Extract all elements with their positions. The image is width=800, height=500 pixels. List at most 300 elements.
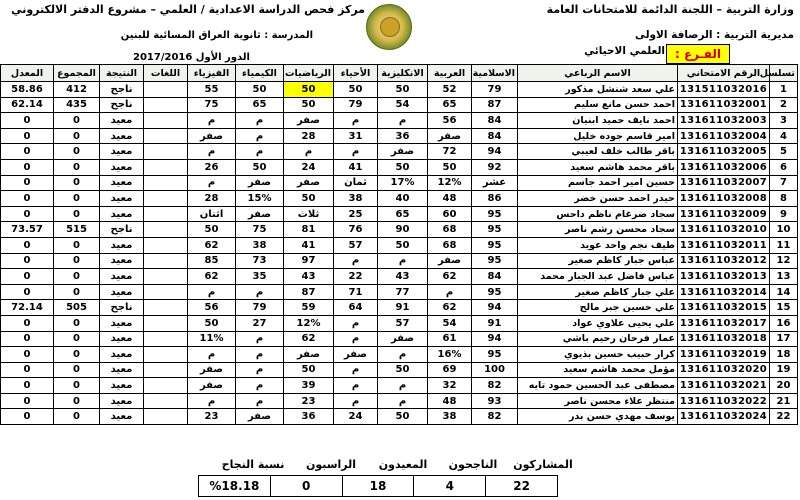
languages-cell bbox=[144, 284, 188, 300]
result-cell: معيد bbox=[100, 128, 144, 144]
arabic-cell: 60 bbox=[428, 206, 472, 222]
arabic-cell: 32 bbox=[428, 378, 472, 394]
math-cell: 81 bbox=[284, 222, 334, 238]
average-cell: 0 bbox=[1, 409, 54, 425]
school-name: المدرسة : ثانوية العراق المسائية للبنين bbox=[120, 30, 313, 41]
table-row bbox=[1, 315, 798, 331]
english-cell: صفر bbox=[378, 331, 428, 347]
summary-value: 0 bbox=[270, 476, 342, 497]
result-cell: معيد bbox=[100, 175, 144, 191]
result-cell: معيد bbox=[100, 159, 144, 175]
result-cell: معيد bbox=[100, 191, 144, 207]
biology-cell: م bbox=[334, 362, 378, 378]
seq-cell: 3 bbox=[770, 113, 798, 129]
average-cell: 0 bbox=[1, 331, 54, 347]
arabic-cell: 72 bbox=[428, 144, 472, 160]
exam-number-cell: 131611032024 bbox=[678, 409, 770, 425]
average-cell: 0 bbox=[1, 315, 54, 331]
ministry-seal-icon bbox=[366, 4, 412, 50]
total-cell: 0 bbox=[54, 331, 100, 347]
chemistry-cell: 15% bbox=[236, 191, 284, 207]
chemistry-cell: م bbox=[236, 128, 284, 144]
exam-number-cell: 131611032018 bbox=[678, 331, 770, 347]
results-body bbox=[1, 82, 798, 425]
islamic-cell: 79 bbox=[472, 82, 518, 98]
physics-cell: 62 bbox=[188, 237, 236, 253]
arabic-cell: 48 bbox=[428, 191, 472, 207]
languages-cell bbox=[144, 393, 188, 409]
arabic-cell: 56 bbox=[428, 113, 472, 129]
physics-cell: 62 bbox=[188, 269, 236, 285]
islamic-cell: 94 bbox=[472, 331, 518, 347]
chemistry-cell: م bbox=[236, 393, 284, 409]
english-cell: 57 bbox=[378, 315, 428, 331]
exam-number-cell: 131611032021 bbox=[678, 378, 770, 394]
math-cell: 43 bbox=[284, 269, 334, 285]
result-cell: معيد bbox=[100, 315, 144, 331]
english-cell: صفر bbox=[378, 144, 428, 160]
math-cell: صفر bbox=[284, 175, 334, 191]
seq-cell: 1 bbox=[770, 82, 798, 98]
islamic-cell: 95 bbox=[472, 206, 518, 222]
math-cell: 50 bbox=[284, 97, 334, 113]
english-cell: م bbox=[378, 113, 428, 129]
arabic-cell: 12% bbox=[428, 175, 472, 191]
math-cell: 28 bbox=[284, 128, 334, 144]
islamic-cell: 95 bbox=[472, 222, 518, 238]
student-name-cell: علي حسين جبر مالح bbox=[518, 300, 678, 316]
languages-cell bbox=[144, 300, 188, 316]
math-cell: 87 bbox=[284, 284, 334, 300]
chemistry-cell: م bbox=[236, 362, 284, 378]
biology-cell: م bbox=[334, 331, 378, 347]
result-cell: ناجح bbox=[100, 300, 144, 316]
student-name-cell: احمد حسن مانع سليم bbox=[518, 97, 678, 113]
student-name-cell: باقر محمد هاشم سعيد bbox=[518, 159, 678, 175]
average-cell: 0 bbox=[1, 128, 54, 144]
total-cell: 515 bbox=[54, 222, 100, 238]
math-cell: 39 bbox=[284, 378, 334, 394]
seq-cell: 9 bbox=[770, 206, 798, 222]
physics-cell: صفر bbox=[188, 362, 236, 378]
math-cell: 50 bbox=[284, 191, 334, 207]
math-cell: 12% bbox=[284, 315, 334, 331]
physics-cell: 85 bbox=[188, 253, 236, 269]
physics-cell: 55 bbox=[188, 82, 236, 98]
arabic-cell: 50 bbox=[428, 159, 472, 175]
average-cell: 0 bbox=[1, 269, 54, 285]
exam-number-cell: 131611032020 bbox=[678, 362, 770, 378]
islamic-cell: 94 bbox=[472, 144, 518, 160]
results-table bbox=[0, 64, 798, 425]
english-cell: 50 bbox=[378, 237, 428, 253]
student-name-cell: كرار حبيب حسين بذيوي bbox=[518, 347, 678, 363]
chemistry-cell: م bbox=[236, 378, 284, 394]
summary-label: الراسبون bbox=[305, 458, 357, 471]
seq-cell: 10 bbox=[770, 222, 798, 238]
seq-cell: 20 bbox=[770, 378, 798, 394]
average-cell: 0 bbox=[1, 144, 54, 160]
student-name-cell: سجاد ضرغام ناظم داحس bbox=[518, 206, 678, 222]
branch-value: العلمي الاحيائي bbox=[584, 45, 665, 57]
physics-cell: 56 bbox=[188, 300, 236, 316]
exam-number-cell: 131611032022 bbox=[678, 393, 770, 409]
average-cell: 0 bbox=[1, 378, 54, 394]
islamic-cell: 84 bbox=[472, 128, 518, 144]
total-cell: 0 bbox=[54, 284, 100, 300]
biology-cell: م bbox=[334, 378, 378, 394]
seq-cell: 15 bbox=[770, 300, 798, 316]
seq-cell: 13 bbox=[770, 269, 798, 285]
arabic-cell: صفر bbox=[428, 253, 472, 269]
chemistry-cell: م bbox=[236, 284, 284, 300]
total-cell: 412 bbox=[54, 82, 100, 98]
average-cell: 0 bbox=[1, 393, 54, 409]
physics-cell: 26 bbox=[188, 159, 236, 175]
result-cell: ناجح bbox=[100, 82, 144, 98]
english-cell: م bbox=[378, 393, 428, 409]
total-cell: 0 bbox=[54, 409, 100, 425]
result-cell: معيد bbox=[100, 362, 144, 378]
average-cell: 0 bbox=[1, 284, 54, 300]
chemistry-cell: م bbox=[236, 347, 284, 363]
biology-cell: 38 bbox=[334, 191, 378, 207]
math-cell: صفر bbox=[284, 113, 334, 129]
average-cell: 0 bbox=[1, 113, 54, 129]
column-header: الفيزياء bbox=[188, 65, 236, 82]
total-cell: 0 bbox=[54, 237, 100, 253]
english-cell: 50 bbox=[378, 362, 428, 378]
english-cell: 91 bbox=[378, 300, 428, 316]
table-row bbox=[1, 82, 798, 98]
student-name-cell: امير قاسم جوده خليل bbox=[518, 128, 678, 144]
islamic-cell: 95 bbox=[472, 284, 518, 300]
islamic-cell: عشر bbox=[472, 175, 518, 191]
physics-cell: م bbox=[188, 393, 236, 409]
arabic-cell: 68 bbox=[428, 222, 472, 238]
student-name-cell: عباس فاضل عبد الجبار محمد bbox=[518, 269, 678, 285]
math-cell: 50 bbox=[284, 82, 334, 98]
result-cell: معيد bbox=[100, 237, 144, 253]
islamic-cell: 100 bbox=[472, 362, 518, 378]
result-cell: معيد bbox=[100, 206, 144, 222]
biology-cell: 76 bbox=[334, 222, 378, 238]
column-header: اللغات bbox=[144, 65, 188, 82]
languages-cell bbox=[144, 97, 188, 113]
math-cell: م bbox=[284, 144, 334, 160]
branch-row bbox=[550, 44, 800, 64]
table-row bbox=[1, 269, 798, 285]
column-header: المعدل bbox=[1, 65, 54, 82]
physics-cell: م bbox=[188, 347, 236, 363]
languages-cell bbox=[144, 144, 188, 160]
column-header: العربية bbox=[428, 65, 472, 82]
exam-number-cell: 131611032019 bbox=[678, 347, 770, 363]
biology-cell: 25 bbox=[334, 206, 378, 222]
result-cell: ناجح bbox=[100, 222, 144, 238]
summary-label: المعيدون bbox=[378, 458, 428, 471]
table-row bbox=[1, 237, 798, 253]
physics-cell: 28 bbox=[188, 191, 236, 207]
seq-cell: 22 bbox=[770, 409, 798, 425]
islamic-cell: 84 bbox=[472, 269, 518, 285]
summary-value: 4 bbox=[414, 476, 486, 497]
summary-block bbox=[198, 458, 578, 493]
summary-label: الناجحون bbox=[448, 458, 498, 471]
chemistry-cell: 38 bbox=[236, 237, 284, 253]
languages-cell bbox=[144, 128, 188, 144]
student-name-cell: علي جبار كاظم صغير bbox=[518, 284, 678, 300]
languages-cell bbox=[144, 378, 188, 394]
biology-cell: 50 bbox=[334, 82, 378, 98]
total-cell: 0 bbox=[54, 362, 100, 378]
total-cell: 0 bbox=[54, 128, 100, 144]
physics-cell: 75 bbox=[188, 97, 236, 113]
result-cell: معيد bbox=[100, 253, 144, 269]
arabic-cell: م bbox=[428, 284, 472, 300]
seq-cell: 8 bbox=[770, 191, 798, 207]
summary-label: نسبة النجاح bbox=[221, 458, 285, 471]
math-cell: 50 bbox=[284, 362, 334, 378]
arabic-cell: 68 bbox=[428, 237, 472, 253]
chemistry-cell: م bbox=[236, 331, 284, 347]
math-cell: 36 bbox=[284, 409, 334, 425]
table-row bbox=[1, 409, 798, 425]
english-cell: 65 bbox=[378, 206, 428, 222]
biology-cell: 64 bbox=[334, 300, 378, 316]
result-cell: معيد bbox=[100, 284, 144, 300]
student-name-cell: مصطفى عبد الحسين حمود تايه bbox=[518, 378, 678, 394]
summary-value: 22 bbox=[486, 476, 558, 497]
chemistry-cell: صفر bbox=[236, 409, 284, 425]
table-row bbox=[1, 97, 798, 113]
column-header: الاسلامية bbox=[472, 65, 518, 82]
table-row bbox=[1, 191, 798, 207]
result-cell: معيد bbox=[100, 393, 144, 409]
table-row bbox=[1, 284, 798, 300]
directorate-label: مديرية التربية : الرصافة الاولى bbox=[634, 29, 794, 41]
branch-label: الفـرع : bbox=[666, 44, 730, 64]
total-cell: 0 bbox=[54, 253, 100, 269]
english-cell: م bbox=[378, 378, 428, 394]
total-cell: 0 bbox=[54, 175, 100, 191]
ministry-title: وزارة التربية – اللجنة الدائمة للامتحانات العامة bbox=[546, 3, 794, 16]
languages-cell bbox=[144, 82, 188, 98]
student-name-cell: عباس جبار كاظم صغير bbox=[518, 253, 678, 269]
languages-cell bbox=[144, 206, 188, 222]
english-cell: 77 bbox=[378, 284, 428, 300]
english-cell: 90 bbox=[378, 222, 428, 238]
table-row bbox=[1, 128, 798, 144]
islamic-cell: 95 bbox=[472, 253, 518, 269]
column-header: تسلسل bbox=[770, 65, 798, 82]
islamic-cell: 84 bbox=[472, 113, 518, 129]
physics-cell: 50 bbox=[188, 222, 236, 238]
chemistry-cell: م bbox=[236, 144, 284, 160]
student-name-cell: منتظر علاء محسن ناصر bbox=[518, 393, 678, 409]
biology-cell: 31 bbox=[334, 128, 378, 144]
chemistry-cell: صفر bbox=[236, 175, 284, 191]
exam-number-cell: 131611032003 bbox=[678, 113, 770, 129]
center-title: مركز فحص الدراسة الاعدادية / العلمي – مشروع الدفتر الالكتروني bbox=[11, 3, 365, 16]
exam-number-cell: 131611032010 bbox=[678, 222, 770, 238]
chemistry-cell: م bbox=[236, 113, 284, 129]
average-cell: 0 bbox=[1, 191, 54, 207]
table-header-row bbox=[1, 65, 798, 82]
average-cell: 62.14 bbox=[1, 97, 54, 113]
result-cell: ناجح bbox=[100, 97, 144, 113]
exam-number-cell: 131611032001 bbox=[678, 97, 770, 113]
biology-cell: 57 bbox=[334, 237, 378, 253]
exam-number-cell: 131611032007 bbox=[678, 175, 770, 191]
seq-cell: 7 bbox=[770, 175, 798, 191]
table-row bbox=[1, 253, 798, 269]
islamic-cell: 93 bbox=[472, 393, 518, 409]
languages-cell bbox=[144, 362, 188, 378]
student-name-cell: مؤمل محمد هاشم سعيد bbox=[518, 362, 678, 378]
biology-cell: 22 bbox=[334, 269, 378, 285]
result-cell: معيد bbox=[100, 144, 144, 160]
table-row bbox=[1, 331, 798, 347]
islamic-cell: 92 bbox=[472, 159, 518, 175]
student-name-cell: عمار فرحان رحيم باشي bbox=[518, 331, 678, 347]
biology-cell: م bbox=[334, 253, 378, 269]
total-cell: 0 bbox=[54, 113, 100, 129]
islamic-cell: 86 bbox=[472, 191, 518, 207]
islamic-cell: 91 bbox=[472, 315, 518, 331]
languages-cell bbox=[144, 159, 188, 175]
table-row bbox=[1, 113, 798, 129]
languages-cell bbox=[144, 315, 188, 331]
total-cell: 0 bbox=[54, 315, 100, 331]
seq-cell: 16 bbox=[770, 315, 798, 331]
student-name-cell: سجاد محسن رشم ناصر bbox=[518, 222, 678, 238]
exam-number-cell: 131611032014 bbox=[678, 284, 770, 300]
languages-cell bbox=[144, 191, 188, 207]
exam-number-cell: 131611032013 bbox=[678, 269, 770, 285]
chemistry-cell: 65 bbox=[236, 97, 284, 113]
math-cell: صفر bbox=[284, 347, 334, 363]
arabic-cell: صفر bbox=[428, 128, 472, 144]
islamic-cell: 87 bbox=[472, 97, 518, 113]
english-cell: 50 bbox=[378, 82, 428, 98]
result-cell: معيد bbox=[100, 269, 144, 285]
physics-cell: م bbox=[188, 113, 236, 129]
exam-number-cell: 131611032012 bbox=[678, 253, 770, 269]
biology-cell: م bbox=[334, 113, 378, 129]
english-cell: 40 bbox=[378, 191, 428, 207]
total-cell: 0 bbox=[54, 347, 100, 363]
arabic-cell: 65 bbox=[428, 97, 472, 113]
arabic-cell: 61 bbox=[428, 331, 472, 347]
student-name-cell: علي سعد شنشل مذكور bbox=[518, 82, 678, 98]
english-cell: 43 bbox=[378, 269, 428, 285]
languages-cell bbox=[144, 331, 188, 347]
physics-cell: 50 bbox=[188, 315, 236, 331]
english-cell: 50 bbox=[378, 409, 428, 425]
student-name-cell: طيف نجم واحد عويد bbox=[518, 237, 678, 253]
column-header: الاسم الرباعي bbox=[518, 65, 678, 82]
result-cell: معيد bbox=[100, 409, 144, 425]
islamic-cell: 94 bbox=[472, 300, 518, 316]
biology-cell: م bbox=[334, 144, 378, 160]
average-cell: 0 bbox=[1, 362, 54, 378]
math-cell: 24 bbox=[284, 159, 334, 175]
exam-number-cell: 131611032011 bbox=[678, 237, 770, 253]
chemistry-cell: 79 bbox=[236, 300, 284, 316]
english-cell: 50 bbox=[378, 159, 428, 175]
result-cell: معيد bbox=[100, 331, 144, 347]
physics-cell: م bbox=[188, 284, 236, 300]
seq-cell: 18 bbox=[770, 347, 798, 363]
result-cell: معيد bbox=[100, 113, 144, 129]
summary-value: 18 bbox=[342, 476, 414, 497]
languages-cell bbox=[144, 113, 188, 129]
table-row bbox=[1, 206, 798, 222]
biology-cell: ثمان bbox=[334, 175, 378, 191]
column-header: الأحياء bbox=[334, 65, 378, 82]
seq-cell: 5 bbox=[770, 144, 798, 160]
languages-cell bbox=[144, 347, 188, 363]
column-header: المجموع bbox=[54, 65, 100, 82]
math-cell: 97 bbox=[284, 253, 334, 269]
seq-cell: 21 bbox=[770, 393, 798, 409]
physics-cell: 23 bbox=[188, 409, 236, 425]
column-header: الرقم الامتحاني bbox=[678, 65, 770, 82]
column-header: النتيجة bbox=[100, 65, 144, 82]
table-row bbox=[1, 222, 798, 238]
average-cell: 58.86 bbox=[1, 82, 54, 98]
chemistry-cell: 27 bbox=[236, 315, 284, 331]
exam-number-cell: 131611032008 bbox=[678, 191, 770, 207]
islamic-cell: 82 bbox=[472, 409, 518, 425]
seq-cell: 6 bbox=[770, 159, 798, 175]
biology-cell: م bbox=[334, 315, 378, 331]
table-row bbox=[1, 300, 798, 316]
biology-cell: صفر bbox=[334, 347, 378, 363]
biology-cell: 71 bbox=[334, 284, 378, 300]
languages-cell bbox=[144, 269, 188, 285]
average-cell: 72.14 bbox=[1, 300, 54, 316]
islamic-cell: 82 bbox=[472, 378, 518, 394]
physics-cell: صفر bbox=[188, 128, 236, 144]
exam-number-cell: 131611032009 bbox=[678, 206, 770, 222]
total-cell: 0 bbox=[54, 269, 100, 285]
exam-number-cell: 131511032016 bbox=[678, 82, 770, 98]
english-cell: 17% bbox=[378, 175, 428, 191]
average-cell: 0 bbox=[1, 347, 54, 363]
languages-cell bbox=[144, 175, 188, 191]
english-cell: م bbox=[378, 253, 428, 269]
average-cell: 0 bbox=[1, 253, 54, 269]
chemistry-cell: 35 bbox=[236, 269, 284, 285]
arabic-cell: 38 bbox=[428, 409, 472, 425]
arabic-cell: 54 bbox=[428, 315, 472, 331]
table-row bbox=[1, 175, 798, 191]
seq-cell: 11 bbox=[770, 237, 798, 253]
average-cell: 0 bbox=[1, 175, 54, 191]
table-row bbox=[1, 393, 798, 409]
biology-cell: 24 bbox=[334, 409, 378, 425]
languages-cell bbox=[144, 237, 188, 253]
arabic-cell: 62 bbox=[428, 269, 472, 285]
column-header: الرياضيات bbox=[284, 65, 334, 82]
math-cell: 23 bbox=[284, 393, 334, 409]
student-name-cell: احمد نايف حميد ابنيان bbox=[518, 113, 678, 129]
physics-cell: م bbox=[188, 144, 236, 160]
summary-values bbox=[198, 475, 558, 497]
summary-label: المشاركون bbox=[513, 458, 573, 471]
